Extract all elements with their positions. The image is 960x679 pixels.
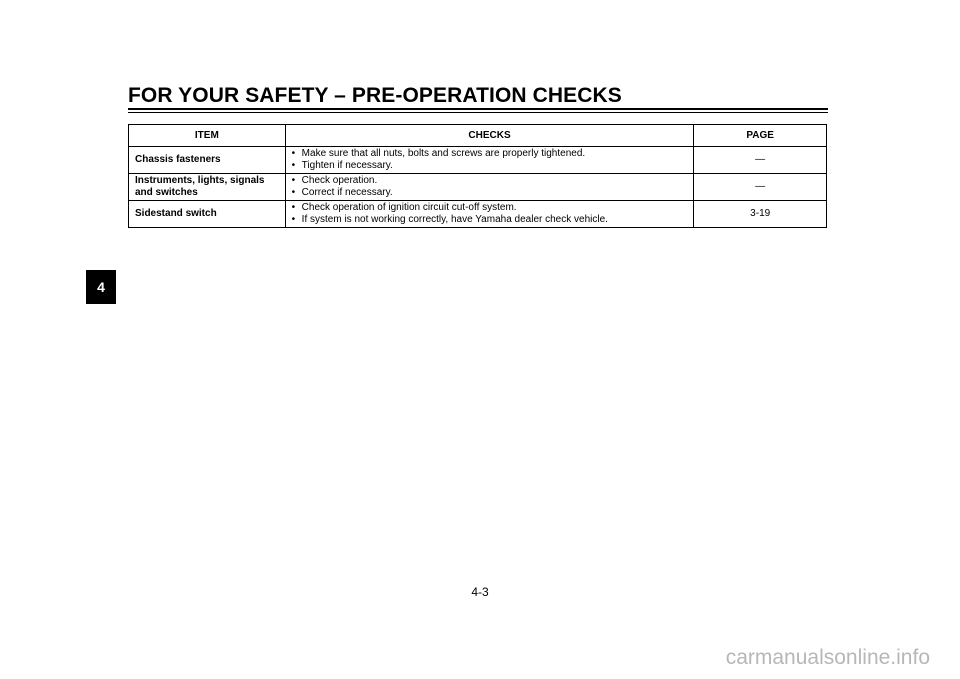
chapter-tab: 4 — [86, 270, 116, 304]
check-text: If system is not working correctly, have Yamaha dealer check vehicle. — [301, 214, 608, 225]
page-number: 4-3 — [471, 585, 489, 599]
column-header-page: PAGE — [694, 125, 827, 147]
bullet-icon: • — [291, 187, 296, 198]
table-row — [129, 201, 827, 228]
watermark-text: carmanualsonline.info — [725, 646, 930, 669]
title-rule — [128, 108, 828, 110]
column-header-item: ITEM — [129, 125, 286, 147]
bullet-icon: • — [291, 148, 296, 159]
check-bullet-line — [292, 187, 694, 199]
table-row — [129, 174, 827, 201]
page-cell: — — [694, 147, 827, 174]
page-title: FOR YOUR SAFETY – PRE-OPERATION CHECKS — [128, 84, 622, 107]
check-text: Tighten if necessary. — [301, 160, 393, 171]
bullet-icon: • — [291, 214, 296, 225]
bullet-icon: • — [291, 160, 296, 171]
pre-operation-checks-table — [128, 124, 827, 228]
check-bullet-line — [292, 202, 694, 214]
bullet-icon: • — [291, 175, 296, 186]
item-cell: Chassis fasteners — [129, 147, 286, 174]
checks-cell — [285, 147, 694, 174]
check-text: Make sure that all nuts, bolts and screws are properly tightened. — [301, 148, 586, 159]
table-header-row — [129, 125, 827, 147]
check-text: Correct if necessary. — [301, 187, 393, 198]
check-text: Check operation of ignition circuit cut-off system. — [301, 202, 517, 213]
check-bullet-line — [292, 214, 694, 226]
item-cell: Sidestand switch — [129, 201, 286, 228]
item-cell: Instruments, lights, signals and switches — [129, 174, 286, 201]
column-header-checks: CHECKS — [285, 125, 694, 147]
check-text: Check operation. — [301, 175, 378, 186]
check-bullet-line — [292, 148, 694, 160]
checks-cell — [285, 174, 694, 201]
page-cell: 3-19 — [694, 201, 827, 228]
bullet-icon: • — [291, 202, 296, 213]
page-cell: — — [694, 174, 827, 201]
checks-cell — [285, 201, 694, 228]
check-bullet-line — [292, 160, 694, 172]
check-bullet-line — [292, 175, 694, 187]
title-rule-thin — [128, 112, 828, 113]
table-row — [129, 147, 827, 174]
